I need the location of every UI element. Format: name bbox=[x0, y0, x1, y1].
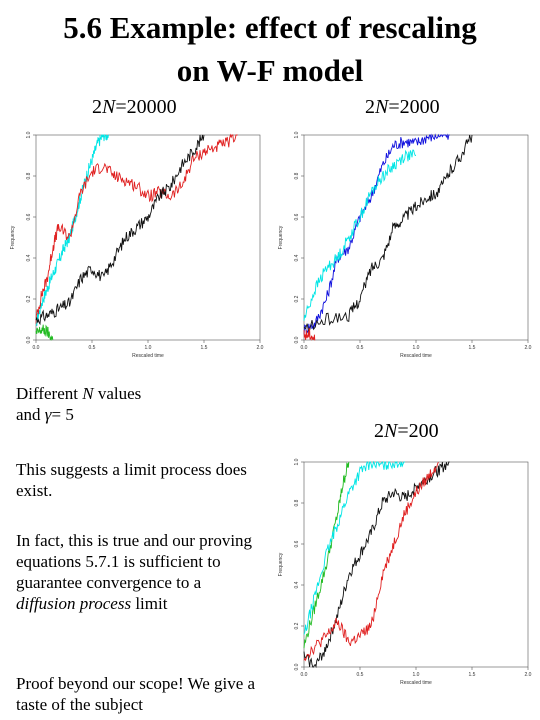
y-axis-label: Frequency bbox=[278, 225, 284, 250]
x-tick-label: 1.0 bbox=[412, 672, 420, 678]
text-values: values bbox=[93, 384, 142, 403]
text-different-n bbox=[16, 383, 261, 425]
y-tick-label: 0.4 bbox=[294, 254, 300, 262]
series-line bbox=[304, 462, 349, 648]
x-tick-label: 0.0 bbox=[300, 345, 308, 351]
plot-2n-200 bbox=[268, 452, 538, 702]
slide-title bbox=[0, 6, 540, 92]
plot1-label bbox=[92, 96, 177, 119]
x-tick-label: 0.5 bbox=[356, 672, 364, 678]
text-gamma-value: = 5 bbox=[51, 405, 74, 424]
series-line bbox=[304, 462, 405, 635]
series-line bbox=[304, 150, 416, 321]
y-tick-label: 0.2 bbox=[294, 622, 300, 630]
y-tick-label: 0.0 bbox=[294, 336, 300, 344]
chart-svg-3 bbox=[268, 452, 538, 702]
x-axis-label: Rescaled time bbox=[400, 353, 432, 359]
x-tick-label: 0.5 bbox=[88, 345, 96, 351]
plot2-label-suffix: =2000 bbox=[388, 96, 440, 118]
chart-svg-2 bbox=[268, 125, 538, 375]
text-proof bbox=[16, 673, 261, 715]
text-diffusion-em: diffusion process bbox=[16, 594, 132, 613]
slide-title-line2: on W-F model bbox=[176, 53, 364, 88]
text-gamma: γ bbox=[44, 405, 52, 424]
plot2-label-prefix: 2 bbox=[365, 96, 375, 118]
y-tick-label: 0.2 bbox=[294, 295, 300, 303]
y-tick-label: 0.2 bbox=[26, 295, 32, 303]
y-tick-label: 0.8 bbox=[294, 499, 300, 507]
plot-2n-2000 bbox=[268, 125, 538, 375]
x-tick-label: 1.0 bbox=[144, 345, 152, 351]
y-tick-label: 0.4 bbox=[26, 254, 32, 262]
slide-title-line1: 5.6 Example: effect of rescaling bbox=[63, 10, 477, 45]
x-tick-label: 1.5 bbox=[468, 345, 476, 351]
x-tick-label: 0.5 bbox=[356, 345, 364, 351]
text-diffusion-b: limit bbox=[131, 594, 168, 613]
y-tick-label: 0.6 bbox=[294, 213, 300, 221]
y-tick-label: 1.0 bbox=[294, 131, 300, 139]
plot2-label-var: N bbox=[375, 96, 389, 118]
plot-2n-20000 bbox=[0, 125, 270, 375]
text-diffusion-a: In fact, this is true and our proving equations 5.7.1 is sufficient to guarantee convergence to a bbox=[16, 531, 253, 592]
x-tick-label: 2.0 bbox=[524, 345, 532, 351]
y-axis-label: Frequency bbox=[10, 225, 16, 250]
series-line bbox=[36, 135, 238, 324]
x-axis-label: Rescaled time bbox=[132, 353, 164, 359]
text-limit-process-paragraph: This suggests a limit process does exist. bbox=[16, 460, 247, 500]
y-tick-label: 0.0 bbox=[294, 663, 300, 671]
y-axis-label: Frequency bbox=[278, 552, 284, 577]
x-tick-label: 0.0 bbox=[32, 345, 40, 351]
plot3-label-var: N bbox=[384, 420, 398, 442]
y-tick-label: 0.4 bbox=[294, 581, 300, 589]
x-tick-label: 2.0 bbox=[524, 672, 532, 678]
y-tick-label: 0.6 bbox=[294, 540, 300, 548]
y-tick-label: 1.0 bbox=[294, 458, 300, 466]
x-tick-label: 1.5 bbox=[468, 672, 476, 678]
y-tick-label: 0.8 bbox=[26, 172, 32, 180]
chart-svg-1 bbox=[0, 125, 270, 375]
y-tick-label: 1.0 bbox=[26, 131, 32, 139]
plot-frame bbox=[304, 135, 528, 340]
plot3-label bbox=[374, 420, 439, 443]
series-line bbox=[304, 135, 450, 334]
series-line bbox=[36, 325, 53, 340]
plot1-label-suffix: =20000 bbox=[115, 96, 177, 118]
plot3-label-suffix: =200 bbox=[397, 420, 439, 442]
plot1-label-prefix: 2 bbox=[92, 96, 102, 118]
x-tick-label: 2.0 bbox=[256, 345, 264, 351]
x-axis-label: Rescaled time bbox=[400, 680, 432, 686]
x-tick-label: 1.5 bbox=[200, 345, 208, 351]
text-proof-paragraph: Proof beyond our scope! We give a taste of the subject bbox=[16, 674, 256, 714]
text-diffusion bbox=[16, 530, 261, 614]
y-tick-label: 0.6 bbox=[26, 213, 32, 221]
plot3-label-prefix: 2 bbox=[374, 420, 384, 442]
x-tick-label: 1.0 bbox=[412, 345, 420, 351]
y-tick-label: 0.0 bbox=[26, 336, 32, 344]
x-tick-label: 0.0 bbox=[300, 672, 308, 678]
text-n-var: N bbox=[82, 384, 94, 403]
y-tick-label: 0.8 bbox=[294, 172, 300, 180]
plot1-label-var: N bbox=[102, 96, 116, 118]
text-limit-process bbox=[16, 459, 261, 501]
text-and: and bbox=[16, 405, 45, 424]
plot2-label bbox=[365, 96, 440, 119]
text-different: Different bbox=[16, 384, 83, 403]
